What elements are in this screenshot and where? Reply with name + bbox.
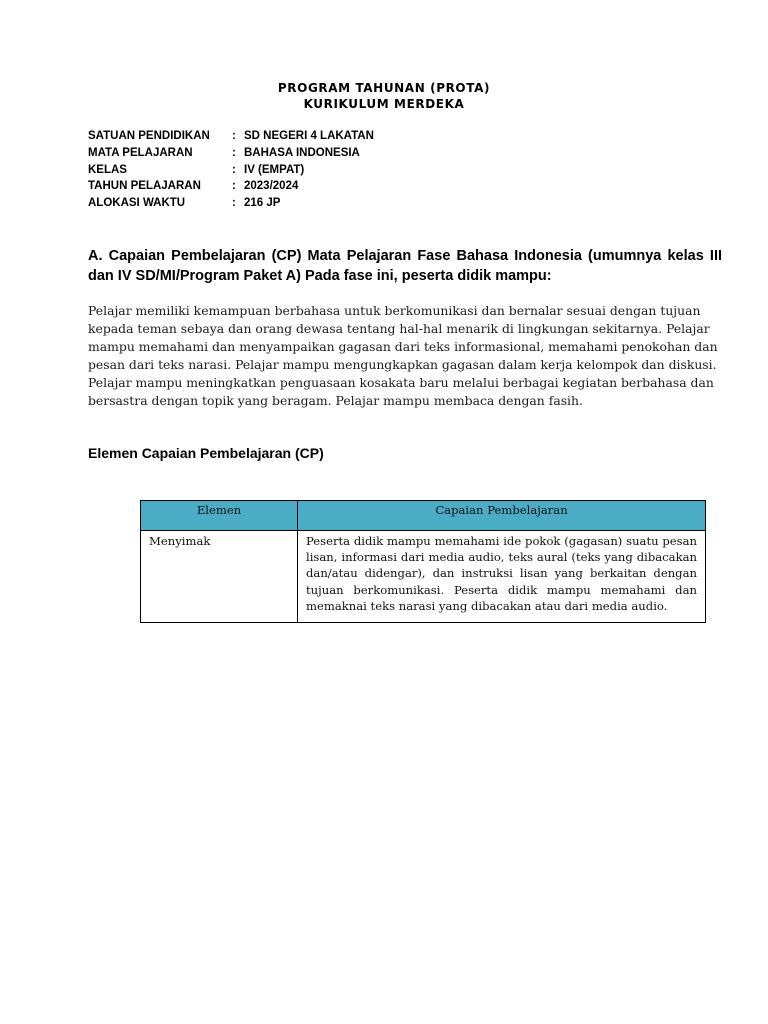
meta-label: SATUAN PENDIDIKAN — [88, 130, 210, 142]
section-a-paragraph: Pelajar memiliki kemampuan berbahasa untuk berkomunikasi dan bernalar sesuai dengan tujuan kepada teman sebaya dan orang dewasa tentang hal-hal menarik di lingkungan sekitarnya. Pelajar mampu memahami dan menyampaikan gagasan dari teks informasional, memahami penokohan dan pesan dari teks narasi. Pelajar mampu mengungkapkan gagasan dalam kerja kelompok dan diskusi. Pelajar mampu meningkatkan penguasaan kosakata baru melalui berbagai kegiatan berbahasa dan bersastra dengan topik yang beragam. Pelajar mampu membaca dengan fasih. — [88, 303, 718, 408]
meta-value: BAHASA INDONESIA — [244, 146, 360, 159]
meta-row-alokasi-waktu — [88, 195, 374, 212]
meta-colon: : — [232, 130, 236, 142]
meta-label: KELAS — [88, 163, 127, 176]
meta-colon: : — [232, 146, 236, 159]
column-header-elemen: Elemen — [141, 501, 298, 531]
meta-colon: : — [232, 180, 236, 193]
document-title: PROGRAM TAHUNAN (PROTA) — [277, 81, 491, 95]
meta-row-kelas — [88, 162, 374, 179]
meta-value: SD NEGERI 4 LAKATAN — [244, 130, 374, 142]
meta-row-mata-pelajaran — [88, 145, 374, 162]
meta-label: MATA PELAJARAN — [88, 146, 193, 159]
meta-row-satuan-pendidikan — [88, 128, 374, 145]
meta-row-tahun-pelajaran — [88, 178, 374, 195]
meta-colon: : — [232, 163, 236, 176]
identity-block — [88, 128, 374, 212]
document-subtitle: KURIKULUM MERDEKA — [303, 97, 465, 111]
meta-value: 2023/2024 — [244, 180, 299, 193]
table-header-row — [141, 501, 706, 531]
table-row — [141, 531, 706, 623]
column-header-capaian: Capaian Pembelajaran — [298, 501, 706, 531]
meta-value: IV (EMPAT) — [244, 163, 305, 176]
meta-label: ALOKASI WAKTU — [88, 197, 186, 210]
meta-value: 216 JP — [244, 197, 281, 210]
meta-colon: : — [232, 197, 236, 210]
section-a-heading: A. Capaian Pembelajaran (CP) Mata Pelajaran Fase Bahasa Indonesia (umumnya kelas III dan IV SD/MI/Program Paket A) Pada fase ini, peserta didik mampu: — [88, 248, 722, 284]
meta-label: TAHUN PELAJARAN — [88, 180, 201, 193]
elemen-cp-table — [140, 500, 706, 623]
elemen-cp-heading: Elemen Capaian Pembelajaran (CP) — [88, 445, 324, 461]
table-cell-capaian: Peserta didik mampu memahami ide pokok (gagasan) suatu pesan lisan, informasi dari media audio, teks aural (teks yang dibacakan dan/atau didengar), dan instruksi lisan yang berkaitan dengan tujuan berkomunikasi. Peserta didik mampu memahami dan memaknai teks narasi yang dibacakan atau dari media audio. — [298, 531, 706, 623]
table-cell-elemen: Menyimak — [141, 531, 298, 623]
